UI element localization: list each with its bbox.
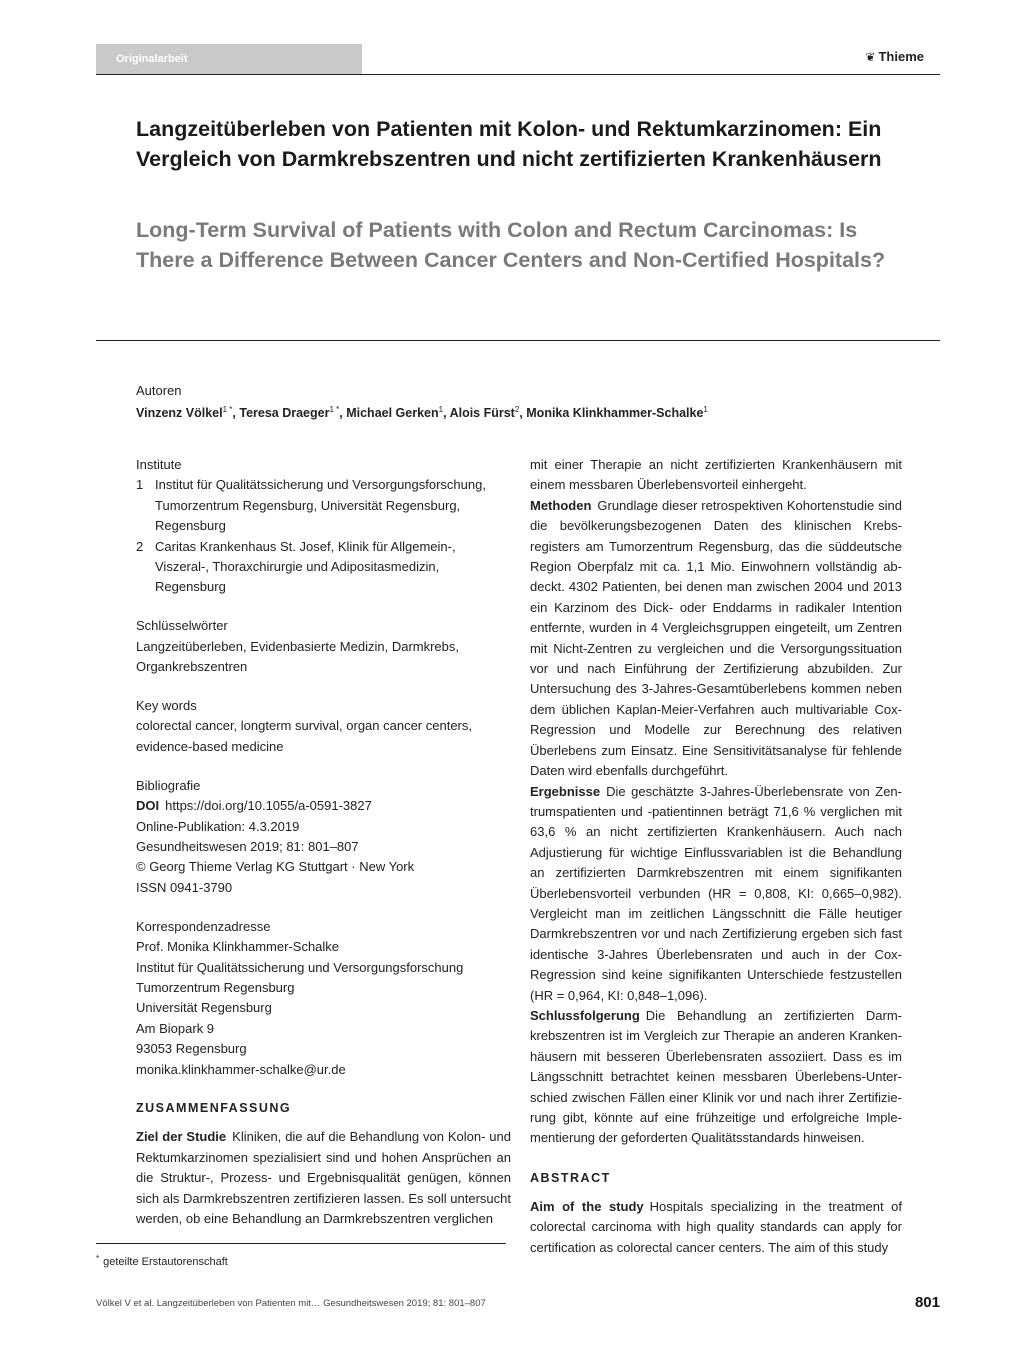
author-affiliation: 2 [514,405,520,414]
institutes-block [136,455,511,598]
correspondence-email[interactable]: monika.klinkhammer-schalke@ur.de [136,1061,346,1077]
footnote-mark: * [96,1254,100,1263]
keywords-en-text: colorectal cancer, longterm survival, organ cancer centers, evidence-based medicine [136,718,472,754]
institutes-label: Institute [136,457,182,472]
left-column [136,455,511,1230]
keywords-de-block [136,616,511,677]
keywords-en-block [136,696,511,757]
bibliography-line: ISSN 0941-3790 [136,879,233,895]
author-name: Michael Gerken [346,406,439,420]
institute-text: Institut für Qualitätssicherung und Versorgungsforschung, Tumorzentrum Regensburg, Universität Regensburg, Regensburg [155,477,486,534]
author-separator: , [443,406,450,420]
author-name: Vinzenz Völkel [136,406,223,420]
author-separator: , [519,406,527,420]
author-name: Teresa Draeger [239,406,330,420]
institute-text: Caritas Krankenhaus St. Josef, Klinik für Allgemein-, Viszeral-, Thoraxchirurgie und Adipositasmedizin, Regensburg [155,538,456,595]
ergebnisse-paragraph [530,782,902,1006]
authors-label: Autoren [136,383,182,398]
footnote-text: geteilte Erstautorenschaft [103,1256,228,1268]
ergebnisse-label: Ergebnisse [530,783,601,799]
author-name: Alois Fürst [449,406,515,420]
author-affiliation: 1 [438,405,444,414]
author-affiliation: 1 * [222,405,233,414]
correspondence-line: Universität Regensburg [136,1000,272,1016]
institute-number: 1 [136,477,144,493]
bibliography-line: Online-Publikation: 4.3.2019 [136,818,300,834]
schluss-text: Die Behandlung an zertifizierten Darmkrebszentren ist im Vergleich zur Therapie an anderen Krankenhäusern mit besseren Überlebensraten assoziiert. Dass es im Längsschnitt betrachtet keinen messbaren Überlebens-Unterschied zwischen Fällen einer Klinik vor und nach ihrer Zertifizierung gibt, könnte auf eine frühzeitige und erfolgreiche Implementierung der geforderten Qualitätsstandards hinweisen. [530,1007,902,1146]
author-affiliation: 1 [703,405,708,414]
methoden-paragraph [530,496,902,782]
zusammenfassung-heading: ZUSAMMENFASSUNG [136,1101,292,1116]
correspondence-line: Institut für Qualitätssicherung und Versorgungsforschung [136,959,464,975]
schluss-paragraph [530,1006,902,1149]
footnote [96,1250,228,1271]
methoden-label: Methoden [530,497,592,513]
header-rule [96,74,940,75]
author-affiliation: 1 * [329,405,340,414]
abstract-heading: ABSTRACT [530,1170,611,1185]
publisher-name: Thieme [878,49,924,64]
keywords-de-label: Schlüsselwörter [136,618,228,634]
institute-number: 2 [136,538,144,554]
footnote-rule [96,1243,506,1244]
title-english: Long-Term Survival of Patients with Colon and Rectum Carcinomas: Is There a Difference Between Cancer Centers and Non-Certified Hospitals? [136,218,886,272]
aim-text: Hospitals specializing in the treatment of colorectal carcinoma with high quality standards can apply for certification as colorectal cancer centers. The aim of this study [530,1198,902,1255]
schluss-label: Schlussfolgerung [530,1007,640,1023]
ergebnisse-text: Die geschätzte 3-Jahres-Überlebensrate von Zentrumspatienten und -patientinnen beträgt 71,6 % verglichen mit 63,6 % an nicht zertifizierten Krankenhäusern. Auch nach Adjustierung für wichtige Einflussvariablen ist die Behandlung an zertifizierten Darmkrebszentren mit einem signifikanten Überlebensvorteil verbunden (HR = 0,808, KI: 0,665–0,982). Vergleicht man im zeitlichen Längsschnitt die Fälle heutiger Darmkrebszentren vor und nach Zertifizierung ergeben sich fast identische 3-Jahres Überlebensraten und auch in der Cox-Regression sind keine signifikanten Unterschiede festzustellen (HR = 0,964, KI: 0,848–1,096). [530,783,902,1003]
ziel-label: Ziel der Studie [136,1129,227,1145]
author-separator: , [232,406,240,420]
institute-item [136,537,511,598]
thieme-logo-icon: ❦ [865,50,876,64]
correspondence-label: Korrespondenzadresse [136,918,271,934]
author-separator: , [339,406,347,420]
bibliography-block [136,776,511,898]
keywords-en-label: Key words [136,698,197,714]
correspondence-line: 93053 Regensburg [136,1041,247,1057]
authors-line [136,400,936,423]
title-rule [96,340,940,341]
correspondence-line: Tumorzentrum Regensburg [136,979,295,995]
bibliography-line: Gesundheitswesen 2019; 81: 801–807 [136,839,359,854]
ziel-paragraph [136,1127,511,1229]
correspondence-line: Am Biopark 9 [136,1020,215,1036]
section-tag: Originalarbeit [96,44,362,74]
title-german: Langzeitüberleben von Patienten mit Kolon- und Rektumkarzinomen: Ein Vergleich von Darmkrebszentren und nicht zertifizierten Krankenhäusern [136,117,882,171]
bibliography-label: Bibliografie [136,777,201,793]
doi-line [136,796,511,816]
right-column [530,455,902,1258]
correspondence-block [136,917,511,1080]
methoden-text: Grundlage dieser retrospektiven Kohortenstudie sind die bevölkerungsbezogenen Daten des klinischen Krebsregisters am Tumorzentrum Regensburg, das die süddeutsche Region Oberpfalz mit ca. 1,1 Mio. Einwohnern vollständig abdeckt. 4302 Patienten, bei denen man zwischen 2004 und 2013 ein Karzinom des Dick- oder Enddarms in radikaler Intention entfernte, wurden in 4 Vergleichsgruppen eingeteilt, um Zentren mit Nicht-Zentren zu vergleichen und die Versorgungssituation vor und nach Einführung der Zertifizierung abzubilden. Zur Untersuchung des 3-Jahres-Gesamtüberlebens kommen neben dem üblichen Kaplan-Meier-Verfahren auch multivariable Cox-Regression und Modelle zur Berechnung des relativen Überlebens zum Einsatz. Eine Sensitivitätsanalyse für fehlende Daten wird ebenfalls durchgeführt. [530,497,902,779]
author-name: Monika Klinkhammer-Schalke [526,406,704,420]
bibliography-line: © Georg Thieme Verlag KG Stuttgart · New York [136,859,415,875]
doi-link[interactable]: https://doi.org/10.1055/a-0591-3827 [165,798,372,814]
aim-paragraph [530,1197,902,1258]
institute-item [136,475,511,536]
correspondence-line: Prof. Monika Klinkhammer-Schalke [136,939,340,955]
footer-citation: Völkel V et al. Langzeitüberleben von Patienten mit… Gesundheitswesen 2019; 81: 801–807 [96,1298,486,1309]
keywords-de-text: Langzeitüberleben, Evidenbasierte Medizin, Darmkrebs, Organkrebszentren [136,638,460,675]
ziel-continuation: mit einer Therapie an nicht zertifizierten Krankenhäusern mit einem messbaren Überlebensvorteil einhergeht. [530,457,902,493]
page-number: 801 [914,1294,940,1311]
publisher-logo [865,48,924,66]
ziel-text: Kliniken, die auf die Behandlung von Kolon- und Rektumkarzinomen spezialisiert sind und hohen Ansprüchen an die Struktur-, Prozess- und Ergebnisqualität genügen, können sich als Darmkrebszentren zertifizieren lassen. Es soll untersucht werden, ob eine Behandlung an Darmkrebszentren verglichen [136,1129,511,1227]
aim-label: Aim of the study [530,1198,644,1214]
doi-label: DOI [136,798,160,814]
